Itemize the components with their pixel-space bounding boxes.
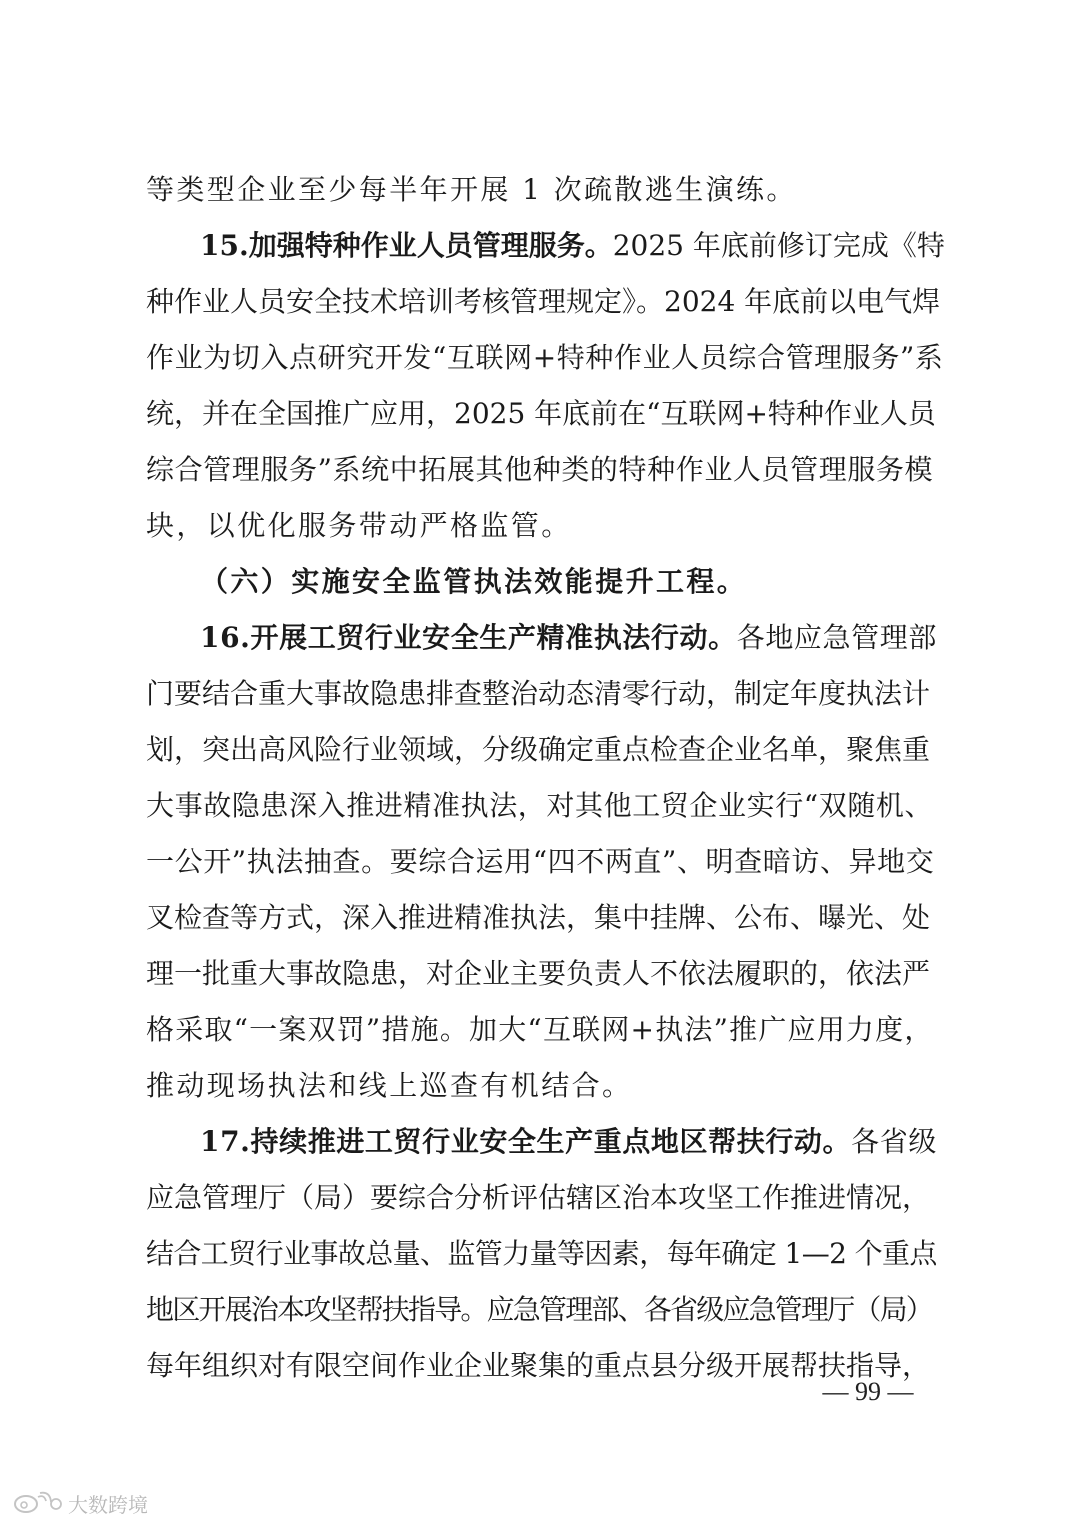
body-text-span: 种作业人员安全技术培训考核管理规定》。2024 年底前以电气焊 [146, 285, 941, 318]
text-line [200, 618, 946, 658]
body-text-span: 推动现场执法和线上巡查有机结合。 [146, 1069, 633, 1102]
text-line [146, 954, 946, 994]
text-line [146, 786, 946, 826]
text-line [146, 1290, 946, 1330]
page-number: — 99 — [822, 1377, 914, 1406]
body-text-span: 各地应急管理部 [736, 621, 937, 654]
body-text-span: 地区开展治本攻坚帮扶指导。应急管理部、各省级应急管理厅（局） [146, 1293, 933, 1326]
body-text-span: 门要结合重大事故隐患排查整治动态清零行动，制定年度执法计 [146, 677, 931, 710]
body-text-span: 各省级 [851, 1125, 937, 1158]
text-line [200, 1122, 946, 1162]
bold-heading-text: 17.持续推进工贸行业安全生产重点地区帮扶行动。 [200, 1125, 852, 1158]
text-line [146, 506, 946, 546]
body-text-span: 理一批重大事故隐患，对企业主要负责人不依法履职的，依法严 [146, 957, 931, 990]
body-text-span: 应急管理厅（局）要综合分析评估辖区治本攻坚工作推进情况， [146, 1181, 931, 1214]
body-text-span: 统，并在全国推广应用，2025 年底前在“互联网+特种作业人员 [146, 397, 936, 430]
text-line [200, 562, 946, 602]
text-line [146, 450, 946, 490]
text-line [146, 730, 946, 770]
text-line [146, 674, 946, 714]
watermark [12, 1488, 148, 1518]
text-line [146, 1178, 946, 1218]
body-text-span: 划，突出高风险行业领域，分级确定重点检查企业名单，聚焦重 [146, 733, 931, 766]
body-text-span: 格采取“一案双罚”措施。加大“互联网+执法”推广应用力度， [146, 1013, 934, 1046]
body-text-span: 结合工贸行业事故总量、监管力量等因素，每年确定 1—2 个重点 [146, 1237, 937, 1270]
text-line [146, 282, 946, 322]
watermark-text: 大数跨境 [68, 1492, 148, 1517]
weibo-style-logo-icon [12, 1491, 64, 1515]
text-line [146, 898, 946, 938]
text-line [146, 338, 946, 378]
body-text-span: 块，以优化服务带动严格监管。 [146, 509, 572, 542]
body-text-span: 每年组织对有限空间作业企业聚集的重点县分级开展帮扶指导， [146, 1349, 931, 1382]
text-line [200, 226, 946, 266]
body-text-span: 综合管理服务”系统中拓展其他种类的特种作业人员管理服务模 [146, 453, 934, 486]
body-text-span: 一公开”执法抽查。要综合运用“四不两直”、明查暗访、异地交 [146, 845, 935, 878]
text-line [146, 170, 946, 210]
text-line [146, 394, 946, 434]
text-line [146, 1234, 946, 1274]
bold-heading-text: 16.开展工贸行业安全生产精准执法行动。 [200, 621, 737, 654]
bold-heading-text: （六）实施安全监管执法效能提升工程。 [200, 565, 748, 598]
body-text-span: 2025 年底前修订完成《特 [612, 229, 945, 262]
body-text-span: 大事故隐患深入推进精准执法，对其他工贸企业实行“双随机、 [146, 789, 934, 822]
text-line [146, 1066, 946, 1106]
bold-heading-text: 15.加强特种作业人员管理服务。 [200, 229, 613, 262]
body-text-span: 等类型企业至少每半年开展 1 次疏散逃生演练。 [146, 173, 797, 206]
body-text-span: 叉检查等方式，深入推进精准执法，集中挂牌、公布、曝光、处 [146, 901, 931, 934]
body-text-span: 作业为切入点研究开发“互联网+特种作业人员综合管理服务”系 [146, 341, 944, 374]
text-line [146, 842, 946, 882]
text-line [146, 1010, 946, 1050]
